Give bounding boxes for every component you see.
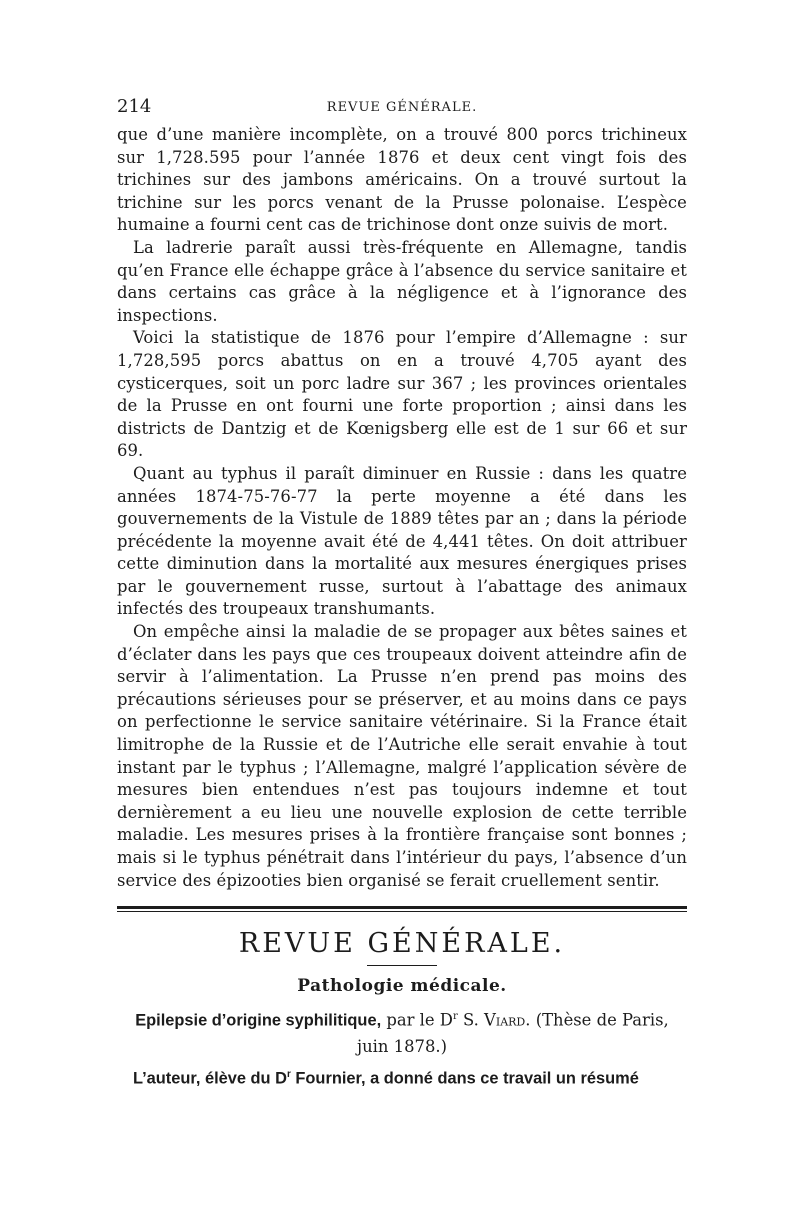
body-text [117, 124, 687, 892]
section-title: REVUE GÉNÉRALE. [238, 928, 566, 960]
paragraph: Voici la statistique de 1876 pour l’empire d’Allemagne : sur 1,728,595 porcs abattus on en a trouvé 4,705 ayant des cysticerques, soit un porc ladre sur 367 ; les provinces orientales de la Prusse en ont fourni une forte proportion ; ainsi dans les districts de Dantzig et de Kœnigsberg elle est de 1 sur 66 et sur 69. [117, 328, 687, 461]
body-superscript: r [286, 1068, 291, 1080]
page-number: 214 [117, 96, 152, 117]
paragraph: La ladrerie paraît aussi très-fréquente en Allemagne, tandis qu’en France elle échappe grâce à l’absence du service sanitaire et dans certains cas grâce à la négligence et à l’ignorance des inspections. [117, 237, 687, 325]
running-title: REVUE GÉNÉRALE. [326, 100, 478, 115]
article-reference: (Thèse de Paris, juin 1878.) [357, 1010, 669, 1056]
page [117, 96, 687, 1090]
paragraph: On empêche ainsi la maladie de se propager aux bêtes saines et d’éclater dans les pays que ces troupeaux doivent atteindre afin de servir à l’alimentation. La Prusse n’en prend pas moins des précautions sérieuses pour se préserver, et au moins dans ce pays on perfectionne le service sanitaire vétérinaire. Si la France était limitrophe de la Russie et de l’Autriche elle serait envahie à tout instant par le typhus ; l’Allemagne, malgré l’application sévère de mesures bien entendues n’est pas toujours indemne et tout dernièrement a eu lieu une nouvelle explosion de cette terrible maladie. Les mesures prises à la frontière française sont bonnes ; mais si le typhus pénétrait dans l’intérieur du pays, l’absence d’un service des épizooties bien organisé se ferait cruellement sentir. [117, 622, 687, 890]
thin-rule [117, 911, 687, 912]
article-body [117, 1063, 687, 1090]
running-head [117, 96, 687, 124]
article-author: S. Viard. [462, 1010, 531, 1030]
subsection-title: Pathologie médicale. [297, 976, 507, 997]
thick-rule [117, 906, 687, 909]
article-body-text: Fournier, a donné dans ce travail un résumé [290, 1069, 639, 1088]
short-rule [367, 965, 437, 966]
paragraph: que d’une manière incomplète, on a trouvé 800 porcs trichineux sur 1,728.595 pour l’année 1876 et deux cent vingt fois des trichines sur des jambons américains. On a trouvé surtout la trichine sur les porcs venant de la Prusse polonaise. L’espèce humaine a fourni cent cas de trichinose dont onze suivis de mort. [117, 125, 687, 235]
byline-superscript: r [452, 1011, 458, 1023]
article-title: Epilepsie d’origine syphilitique, [135, 1011, 382, 1030]
paragraph: Quant au typhus il paraît diminuer en Russie : dans les quatre années 1874-75-76-77 la perte moyenne a été dans les gouvernements de la Vistule de 1889 têtes par an ; dans la période précédente la moyenne avait été de 4,441 têtes. On doit attribuer cette diminution dans la mortalité aux mesures énergiques prises par le gouvernement russe, surtout à l’abattage des animaux infectés des troupeaux transhumants. [117, 463, 687, 619]
double-rule-divider [117, 906, 687, 914]
article-heading [117, 1004, 687, 1058]
article-byline: par le D [386, 1010, 453, 1030]
article-body-lead: L’auteur, élève du D [133, 1069, 287, 1088]
